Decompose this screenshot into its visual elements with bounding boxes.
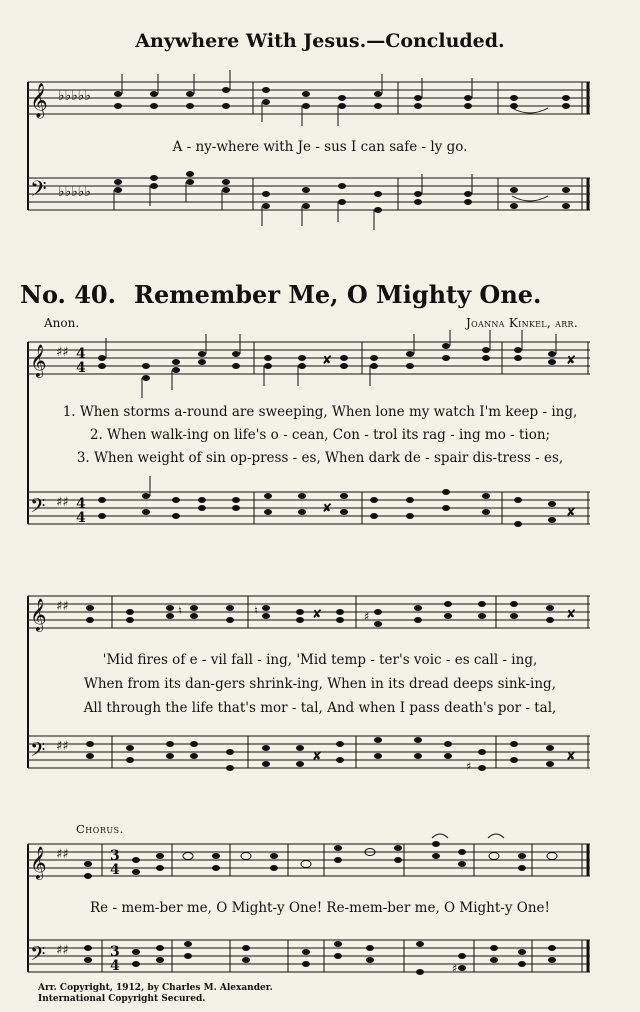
- svg-text:4: 4: [110, 862, 120, 878]
- svg-text:4: 4: [76, 496, 86, 512]
- hymn-heading: [20, 280, 541, 309]
- chorus-lyric: Re - mem-ber me, O Might-y One! Re-mem-ber me, O Might-y One!: [90, 900, 550, 916]
- svg-text:✘: ✘: [312, 607, 323, 621]
- composer-credit: Anon.: [44, 316, 80, 330]
- svg-text:✘: ✘: [566, 749, 577, 763]
- svg-text:𝄞: 𝄞: [30, 598, 47, 631]
- svg-text:♮: ♮: [178, 604, 182, 617]
- svg-text:♯♯: ♯♯: [56, 345, 69, 360]
- system-2-lyric-verse-3: All through the life that's mor - tal, And when I pass death's por - tal,: [83, 700, 557, 716]
- svg-text:♯: ♯: [452, 962, 458, 975]
- svg-text:✘: ✘: [322, 353, 333, 367]
- svg-text:✘: ✘: [322, 501, 333, 515]
- chorus-label: Chorus.: [76, 822, 124, 836]
- svg-text:𝄢: 𝄢: [30, 177, 47, 207]
- svg-text:✘: ✘: [566, 607, 577, 621]
- svg-text:♭♭♭♭♭: ♭♭♭♭♭: [58, 184, 92, 200]
- svg-text:♯♯: ♯♯: [56, 847, 69, 862]
- system-1-lyric-verse-1: 1. When storms a-round are sweeping, When lone my watch I'm keep - ing,: [62, 404, 578, 420]
- svg-text:𝄢: 𝄢: [30, 494, 46, 522]
- concluded-hymn-title: Anywhere With Jesus.—Concluded.: [135, 30, 505, 52]
- copyright-line-1: Arr. Copyright, 1912, by Charles M. Alexander.: [38, 983, 273, 993]
- svg-text:3: 3: [110, 944, 120, 960]
- svg-text:𝄢: 𝄢: [30, 942, 46, 970]
- svg-text:4: 4: [76, 360, 86, 376]
- hymn-number: No. 40.: [20, 280, 116, 309]
- concluded-hymn-lyric: A - ny-where with Je - sus I can safe - ly go.: [172, 139, 468, 155]
- svg-text:♯♯: ♯♯: [56, 943, 69, 958]
- system-2-lyric-verse-2: When from its dan-gers shrink-ing, When in its dread deeps sink-ing,: [83, 676, 556, 692]
- svg-text:4: 4: [76, 346, 86, 362]
- svg-text:✘: ✘: [312, 749, 323, 763]
- system-1-lyric-verse-2: 2. When walk-ing on life's o - cean, Con - trol its rag - ing mo - tion;: [89, 427, 551, 443]
- svg-text:4: 4: [76, 510, 86, 526]
- concluded-hymn-staves: [0, 60, 640, 300]
- system-1-lyric-verse-3: 3. When weight of sin op-press - es, When dark de - spair dis-tress - es,: [76, 450, 564, 466]
- svg-text:♭♭♭♭♭: ♭♭♭♭♭: [58, 88, 92, 104]
- svg-text:♯♯: ♯♯: [56, 599, 69, 614]
- svg-text:♯: ♯: [364, 610, 370, 623]
- copyright-notice: [38, 983, 273, 1005]
- copyright-line-2: International Copyright Secured.: [38, 994, 206, 1004]
- svg-text:𝄞: 𝄞: [30, 344, 47, 377]
- arranger-credit: Joanna Kinkel, arr.: [466, 316, 578, 330]
- system-2-lyric-verse-1: 'Mid fires of e - vil fall - ing, 'Mid temp - ter's voic - es call - ing,: [102, 652, 538, 668]
- svg-text:𝄢: 𝄢: [30, 738, 46, 766]
- svg-text:𝄞: 𝄞: [30, 846, 47, 879]
- svg-text:♮: ♮: [254, 604, 258, 617]
- svg-text:3: 3: [110, 848, 120, 864]
- svg-text:♯♯: ♯♯: [56, 495, 69, 510]
- svg-text:♯: ♯: [466, 760, 472, 773]
- hymn-title: Remember Me, O Mighty One.: [134, 280, 542, 309]
- svg-text:✘: ✘: [566, 505, 577, 519]
- svg-text:𝄞: 𝄞: [30, 83, 48, 118]
- svg-text:4: 4: [110, 958, 120, 974]
- svg-text:♯♯: ♯♯: [56, 739, 69, 754]
- svg-text:✘: ✘: [566, 353, 577, 367]
